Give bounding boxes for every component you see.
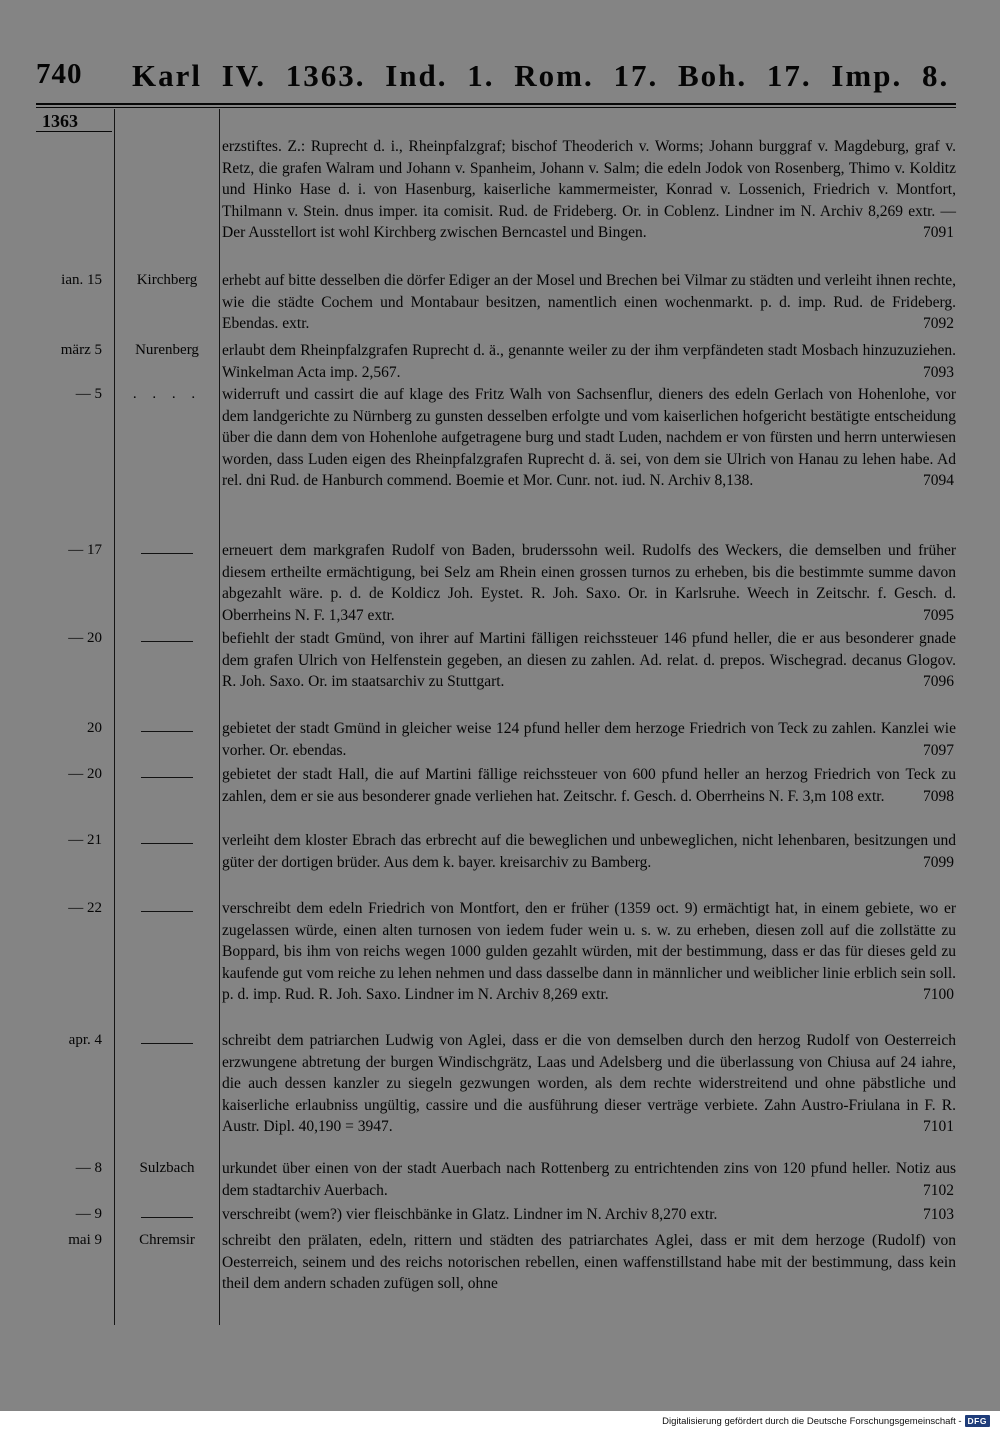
year-label: 1363 xyxy=(42,111,78,131)
entry-body: erlaubt dem Rheinpfalzgrafen Ruprecht d. ä., genannte weiler zu der ihm verpfändeten stadt Mosbach hinzuzuziehen. Winkelman Acta imp. 2,567. xyxy=(222,342,956,381)
entry-text: verleiht dem kloster Ebrach das erbrecht auf die beweglichen und unbeweglichen, nicht lehenbaren, besitzungen und güter der dortigen brüder. Aus dem k. bayer. kreisarchiv zu Bamberg. 7099 xyxy=(222,832,956,871)
entry-place-ditto xyxy=(141,777,193,778)
entry-date: märz 5 xyxy=(60,342,102,358)
footer xyxy=(662,1415,990,1427)
entry-date: — 22 xyxy=(68,900,102,916)
entry-date: — 5 xyxy=(75,386,102,402)
entry-body: schreibt den prälaten, edeln, rittern und städten des patriarchates Aglei, dass er mit dem herzoge (Rudolf) von Oesterreich, seinem und des reichs notorischen rebellen, einen waffenstillstand habe mit der bestimmung, dass kein theil dem andern schaden zufügen soll, ohne xyxy=(222,1232,956,1293)
entry-body: befiehlt der stadt Gmünd, von ihrer auf Martini fälligen reichssteuer 146 pfund heller, die er aus besonderer gnade dem grafen Ulrich von Helfenstein gegeben, an diesen zu zahlen. Ad. relat. d. prepos. Wischegrad. decanus Glogov. R. Joh. Saxo. Or. im staatsarchiv zu Stuttgart. xyxy=(222,630,956,691)
header-rule-thick xyxy=(36,103,956,105)
entry-body: schreibt dem patriarchen Ludwig von Aglei, dass er die von demselben durch den herzog Rudolf von Oesterreich erzwungene abtretung der burgen Windischgrätz, Laas und Adelsberg und die überlassung von Chiusa auf 24 iahre, die auch dessen kanzler zu siegeln gezwungen worden, als dem rechte widerstreitend und ohne päbstliche und kaiserliche erlaubniss ungültig, cassire und die ausführung dieser verträge verbiete. Zahn Austro-Friulana in F. R. Austr. Dipl. 40,190 = 3947. xyxy=(222,1032,956,1136)
entry-text: verschreibt (wem?) vier fleischbänke in Glatz. Lindner im N. Archiv 8,270 extr. 7103 xyxy=(222,1206,954,1223)
entry-date: — 20 xyxy=(68,630,102,646)
entry-date: — 21 xyxy=(68,832,102,848)
entry-text: erlaubt dem Rheinpfalzgrafen Ruprecht d. ä., genannte weiler zu der ihm verpfändeten stadt Mosbach hinzuzuziehen. Winkelman Acta imp. 2,567. 7093 xyxy=(222,342,956,381)
year-underline xyxy=(36,131,112,132)
entry-date: — 9 xyxy=(75,1206,102,1222)
entry-text: widerruft und cassirt die auf klage des Fritz Walh von Sachsenflur, dieners des edeln Gerlach von Hohenlohe, vor dem landgerichte zu Nürnberg zu gunsten desselben erfolgte und vom kaiserlichen hofgericht bestätigte entscheidung über die dann dem von Hohenlohe aufgetragene burg und stadt Luden, nachdem er von fürsten und herrn unterwiesen worden, dass Luden eigen des Rheinpfalzgrafen Ruprecht d. ä. sei, von dem sie Ulrich von Hanau zu lehen habe. Ad rel. dni Rud. de Hanburch commend. Boemie et Mor. Cunr. not. iud. N. Archiv 8,138. 7094 xyxy=(222,386,956,490)
entry-place: Chremsir xyxy=(139,1232,195,1248)
entry-place-ditto xyxy=(141,911,193,912)
entry-text: erzstiftes. Z.: Ruprecht d. i., Rheinpfalzgraf; bischof Theoderich v. Worms; Johann burggraf v. Magdeburg, graf v. Retz, die grafen Walram und Johann v. Spanheim, Johann v. Salm; die edeln Jodok von Rosenberg, Thimo v. Kolditz und Hinko Hase d. i. von Hasenburg, kaiserliche kammermeister, Konrad v. Lossenich, Friedrich v. Montfort, Thilmann v. Stein. dnus imper. ita comisit. Rud. de Frideberg. Or. in Coblenz. Lindner im N. Archiv 8,269 extr. — Der Ausstellort ist wohl Kirchberg zwischen Berncastel und Bingen. 7091 xyxy=(222,138,956,242)
entry-place-ditto xyxy=(141,553,193,554)
entry-text: befiehlt der stadt Gmünd, von ihrer auf Martini fälligen reichssteuer 146 pfund heller, die er aus besonderer gnade dem grafen Ulrich von Helfenstein gegeben, an diesen zu zahlen. Ad. relat. d. prepos. Wischegrad. decanus Glogov. R. Joh. Saxo. Or. im staatsarchiv zu Stuttgart. 7096 xyxy=(222,630,956,691)
entry-text: erhebt auf bitte desselben die dörfer Ediger an der Mosel und Brechen bei Vilmar zu städten und verleiht ihnen rechte, wie die städte Cochem und Montabaur besitzen, namentlich einen wochenmarkt. p. d. imp. Rud. de Frideberg. Ebendas. extr. 7092 xyxy=(222,272,956,333)
entry-date: 20 xyxy=(87,720,102,736)
entry-body: widerruft und cassirt die auf klage des Fritz Walh von Sachsenflur, dieners des edeln Gerlach von Hohenlohe, vor dem landgerichte zu Nürnberg zu gunsten desselben erfolgte und vom kaiserlichen hofgericht bestätigte entscheidung über die dann dem von Hohenlohe aufgetragene burg und stadt Luden, nachdem er von fürsten und herrn unterwiesen worden, dass Luden eigen des Rheinpfalzgrafen Ruprecht d. ä. sei, von dem sie Ulrich von Hanau zu lehen habe. Ad rel. dni Rud. de Hanburch commend. Boemie et Mor. Cunr. not. iud. N. Archiv 8,138. xyxy=(222,386,956,490)
entry-date: — 8 xyxy=(75,1160,102,1176)
entry-text xyxy=(222,1230,956,1295)
entry-place-ditto xyxy=(141,843,193,844)
entry-date: ian. 15 xyxy=(61,272,102,288)
entry-text: urkundet über einen von der stadt Auerbach nach Rottenberg zu entrichtenden zins von 120 pfund heller. Notiz aus dem stadtarchiv Auerbach. 7102 xyxy=(222,1160,956,1199)
entry-place-ditto xyxy=(141,731,193,732)
entry-place: . . . . xyxy=(132,386,202,402)
entry-place-ditto xyxy=(141,641,193,642)
running-title: Karl IV. 1363. Ind. 1. Rom. 17. Boh. 17. Imp. 8. xyxy=(132,58,950,93)
entry-date: mai 9 xyxy=(68,1232,102,1248)
entry-body: verleiht dem kloster Ebrach das erbrecht auf die beweglichen und unbeweglichen, nicht lehenbaren, besitzungen und güter der dortigen brüder. Aus dem k. bayer. kreisarchiv zu Bamberg. xyxy=(222,832,956,871)
header-rule-thin xyxy=(36,107,956,108)
column-divider-place xyxy=(219,109,220,1325)
entry-text: erneuert dem markgrafen Rudolf von Baden, bruderssohn weil. Rudolfs des Weckers, die demselben und früher diesem ertheilte ermächtigung, bei Selz am Rhein einen grossen turnos zu erheben, bis die bestimmte summe davon abgezahlt wäre. p. d. de Koldicz Joh. Eystet. R. Joh. Saxo. Or. in Karlsruhe. Weech in Zeitschr. f. Gesch. d. Oberrheins N. F. 1,347 extr. 7095 xyxy=(222,542,956,624)
entry-date: — 20 xyxy=(68,766,102,782)
entry-date: apr. 4 xyxy=(68,1032,102,1048)
column-divider-date xyxy=(114,109,115,1325)
entry-place: Nurenberg xyxy=(135,342,199,358)
entry-text: gebietet der stadt Hall, die auf Martini fällige reichssteuer von 600 pfund heller an herzog Friedrich von Teck zu zahlen, dem er sie aus besonderer gnade verliehen hat. Zeitschr. f. Gesch. d. Oberrheins N. F. 3,m 108 extr. 7098 xyxy=(222,766,956,805)
page-number: 740 xyxy=(36,58,83,90)
entry-place-ditto xyxy=(141,1217,193,1218)
entry-body: gebietet der stadt Hall, die auf Martini fällige reichssteuer von 600 pfund heller an herzog Friedrich von Teck zu zahlen, dem er sie aus besonderer gnade verliehen hat. Zeitschr. f. Gesch. d. Oberrheins N. F. 3,m 108 extr. xyxy=(222,766,956,805)
entry-place: Kirchberg xyxy=(136,272,198,288)
entry-body: erneuert dem markgrafen Rudolf von Baden, bruderssohn weil. Rudolfs des Weckers, die demselben und früher diesem ertheilte ermächtigung, bei Selz am Rhein einen grossen turnos zu erheben, bis die bestimmte summe davon abgezahlt wäre. p. d. de Koldicz Joh. Eystet. R. Joh. Saxo. Or. in Karlsruhe. Weech in Zeitschr. f. Gesch. d. Oberrheins N. F. 1,347 extr. xyxy=(222,542,956,624)
page-header xyxy=(36,58,956,98)
entry-body: gebietet der stadt Gmünd in gleicher weise 124 pfund heller dem herzoge Friedrich von Teck zu zahlen. Kanzlei wie vorher. Or. ebendas. xyxy=(222,720,956,759)
entry-text: verschreibt dem edeln Friedrich von Montfort, den er früher (1359 oct. 9) ermächtigt hat, in einem gebiete, wo er zugelassen würde, einen alten turnosen von iedem fuder wein u. s. w. zu erheben, diesen zoll auf die zollstätte zu Boppard, bis ihm von reichs wegen 1000 gulden gezahlt würden, mit der bestimmung, dass er das für dieses geld zu kaufende gut vom reiche zu lehen nehmen und dass dasselbe dann in männlicher und weiblicher linie erblich sein soll. p. d. imp. Rud. R. Joh. Saxo. Lindner im N. Archiv 8,269 extr. 7100 xyxy=(222,900,956,1004)
entry-text: gebietet der stadt Gmünd in gleicher weise 124 pfund heller dem herzoge Friedrich von Teck zu zahlen. Kanzlei wie vorher. Or. ebendas. 7097 xyxy=(222,720,956,759)
entry-place-ditto xyxy=(141,1043,193,1044)
entry-body: verschreibt dem edeln Friedrich von Montfort, den er früher (1359 oct. 9) ermächtigt hat, in einem gebiete, wo er zugelassen würde, einen alten turnosen von iedem fuder wein u. s. w. zu erheben, diesen zoll auf die zollstätte zu Boppard, bis ihm von reichs wegen 1000 gulden gezahlt würden, mit der bestimmung, dass er das für dieses geld zu kaufende gut vom reiche zu lehen nehmen und dass dasselbe dann in männlicher und weiblicher linie erblich sein soll. p. d. imp. Rud. R. Joh. Saxo. Lindner im N. Archiv 8,269 extr. xyxy=(222,900,956,1004)
entry-place: Sulzbach xyxy=(139,1160,195,1176)
entry-body: erhebt auf bitte desselben die dörfer Ediger an der Mosel und Brechen bei Vilmar zu städten und verleiht ihnen rechte, wie die städte Cochem und Montabaur besitzen, namentlich einen wochenmarkt. p. d. imp. Rud. de Frideberg. Ebendas. extr. xyxy=(222,272,956,333)
entry-date: — 17 xyxy=(68,542,102,558)
entry-body: urkundet über einen von der stadt Auerbach nach Rottenberg zu entrichtenden zins von 120 pfund heller. Notiz aus dem stadtarchiv Auerbach. xyxy=(222,1160,956,1199)
footer-text: Digitalisierung gefördert durch die Deutsche Forschungsgemeinschaft - xyxy=(662,1415,962,1427)
dfg-logo: DFG xyxy=(965,1415,990,1427)
entry-body: verschreibt (wem?) vier fleischbänke in Glatz. Lindner im N. Archiv 8,270 extr. xyxy=(222,1206,718,1223)
entry-text: schreibt dem patriarchen Ludwig von Aglei, dass er die von demselben durch den herzog Rudolf von Oesterreich erzwungene abtretung der burgen Windischgrätz, Laas und Adelsberg und die überlassung von Chiusa auf 24 iahre, die auch dessen kanzler zu siegeln gezwungen worden, als dem rechte widerstreitend und ohne päbstliche und kaiserliche erlaubniss ungültig, cassire und die ausführung dieser verträge verbiete. Zahn Austro-Friulana in F. R. Austr. Dipl. 40,190 = 3947. 7101 xyxy=(222,1032,956,1136)
entry-body: erzstiftes. Z.: Ruprecht d. i., Rheinpfalzgraf; bischof Theoderich v. Worms; Johann burggraf v. Magdeburg, graf v. Retz, die grafen Walram und Johann v. Spanheim, Johann v. Salm; die edeln Jodok von Rosenberg, Thimo v. Kolditz und Hinko Hase d. i. von Hasenburg, kaiserliche kammermeister, Konrad v. Lossenich, Friedrich v. Montfort, Thilmann v. Stein. dnus imper. ita comisit. Rud. de Frideberg. Or. in Coblenz. Lindner im N. Archiv 8,269 extr. — Der Ausstellort ist wohl Kirchberg zwischen Berncastel und Bingen. xyxy=(222,138,956,242)
